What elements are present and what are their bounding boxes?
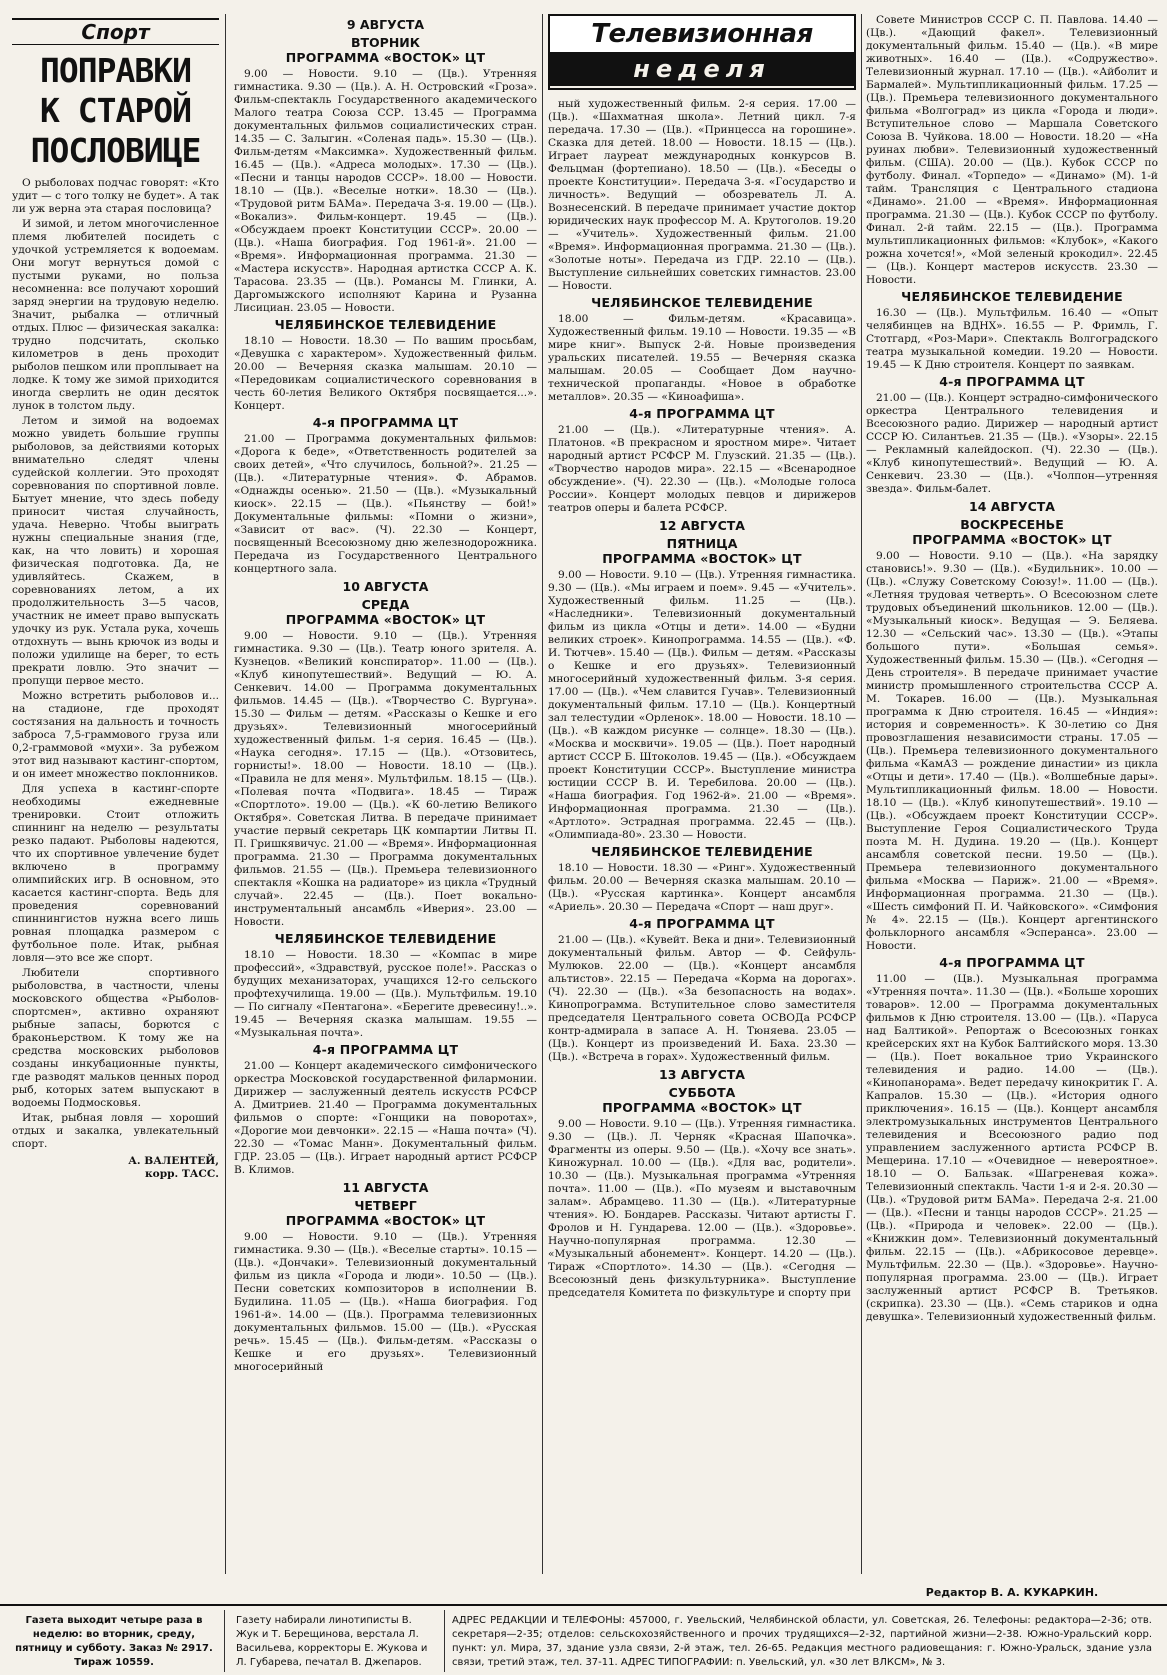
schedule-program-heading: ПРОГРАММА «ВОСТОК» ЦТ [285, 612, 486, 627]
footer-divider [444, 1610, 445, 1672]
schedule-day-heading: 13 АВГУСТА [659, 1067, 745, 1082]
schedule-program-heading: ЧЕЛЯБИНСКОЕ ТЕЛЕВИДЕНИЕ [274, 931, 497, 946]
schedule-day-heading: СРЕДА [361, 597, 410, 612]
schedule-listing: 21.00 — Программа документальных фильмов: «Дорога к беде», «Ответственность родителей за своих детей», «Что случилось, больной?». 21.25 — (Цв.). «Литературные чтения». Ф. Абрамов. «Однажды осенью». 21.50 — (Цв.). «Музыкальный киоск». 22.15 — (Цв.). «Пьянству — бой!» Документальные фильмы: «Помни о жизни», «Зависит от вас». (Ч). 22.30 — Концерт, посвященный Всесоюзному дню железнодорожника. Передача из Государственного Центрального концертного зала. [234, 433, 537, 575]
schedule-listing: 11.00 — (Цв.). Музыкальная программа «Утренняя почта». 11.30 — (Цв.). «Больше хороших товаров». 12.00 — Программа документальных фильмов к Дню строителя. 13.00 — (Цв.). «Паруса над Балтикой». Репортаж о Всесоюзных гонках крейсерских яхт на Кубок Балтийского моря. 13.30 — (Цв.). Поет вокальное трио Украинского телевидения и радио. 14.00 — (Цв.). «Кинопанорама». Ведет передачу кинокритик Г. А. Капралов. 15.30 — (Цв.). «История одного приключения». 16.15 — (Цв.). Концерт ансамбля электромузыкальных инструментов Центрального телевидения и Всесоюзного радио под управлением заслуженного артиста РСФСР В. Мещерина. 17.10 — «Очевидное — невероятное». 18.10 — О. Бальзак. «Шагреневая кожа». Телевизионный спектакль. Части 1-я и 2-я. 20.30 — (Цв.). «Трудовой ритм БАМа». Передача 2-я. 21.00 — (Цв.). «Песни и танцы народов СССР». 21.25 — (Цв.). «Природа и человек». 22.00 — (Цв.). «Книжкин дом». Телевизионный документальный фильм. 22.15 — (Цв.). «Абрикосовое деревце». Мультфильм. 22.30 — (Цв.). «Здоровье». Научно-популярная программа. 23.00 — (Цв.). Играет заслуженный артист РСФСР В. Третьяков. (скрипка). 23.30 — (Цв.). «Семь стариков и одна девушка». Телевизионный художественный фильм. [866, 973, 1158, 1323]
schedule-listing: 21.00 — Концерт академического симфонического оркестра Московской государственной филармонии. Дирижер — заслуженный деятель искусств РСФСР А. Дмитриев. 21.40 — Программа документальных фильмов о спорте: «Гонщики на поворотах», «Дорогие мои девчонки». 22.15 — «Наша почта» (Ч). 22.30 — «Томас Манн». Документальный фильм. ГДР. 23.05 — (Цв.). Играет народный артист РСФСР В. Климов. [234, 1060, 537, 1176]
editor-line: Редактор В. А. КУКАРКИН. [925, 1586, 1099, 1599]
schedule-day-heading: 9 АВГУСТА [346, 17, 425, 32]
article-title [12, 51, 219, 171]
tv-column-3 [866, 14, 1158, 1582]
schedule-program-heading: 4-я ПРОГРАММА ЦТ [629, 406, 775, 421]
section-label: Спорт [12, 18, 219, 45]
schedule-day-heading: 14 АВГУСТА [969, 499, 1055, 514]
editorial-address: АДРЕС РЕДАКЦИИ И ТЕЛЕФОНЫ: 457000, г. Увельский, Челябинской области, ул. Советская, 26. Телефоны: редактора—2-36; отв. секретаря—2-35; отделов: сельскохозяйственного и прочих трудящихся—2-32, партийной жизни—2-38. Южно-Уральский корр. пункт: ул. Мира, 37, здание узла связи, 2-й этаж, тел. 26-65. Редакция местного радиовещания: г. Южно-Уральск, здание узла связи, третий этаж, тел. 37-11. АДРЕС ТИПОГРАФИИ: п. Увельский, ул. «30 лет ВЛКСМ», № 3. [452, 1615, 1152, 1668]
publication-schedule: Газета выходит четыре раза в неделю: во вторник, среду, пятницу и субботу. Заказ № 2917. Тираж 10559. [15, 1615, 213, 1668]
article-paragraph: Любители спортивного рыболовства, в частности, члены московского общества «Рыболов-спортсмен», активно охраняют рыбные запасы, борются с браконьерством. К тому же на средства московских рыболовов созданы инкубационные пункты, где разводят мальков ценных пород рыб, которых затем выпускают в водоемы Подмосковья. [12, 967, 219, 1109]
schedule-program-heading: ЧЕЛЯБИНСКОЕ ТЕЛЕВИДЕНИЕ [274, 317, 497, 332]
tv-column-2 [548, 14, 856, 1582]
column-divider [861, 14, 862, 1574]
author-role: корр. ТАСС. [145, 1168, 219, 1180]
author-signature [12, 1155, 219, 1181]
schedule-listing: 16.30 — (Цв.). Мультфильм. 16.40 — «Опыт челябинцев на ВДНХ». 16.55 — Р. Фримль, Г. Стотгард, «Роз-Мари». Спектакль Волгоградского театра музыкальной комедии. 19.20 — Новости. 19.45 — К Дню строителя. Концерт по заявкам. [866, 307, 1158, 371]
schedule-program-heading: ПРОГРАММА «ВОСТОК» ЦТ [602, 1100, 802, 1115]
column-divider [225, 14, 226, 1574]
article-paragraph: Летом и зимой на водоемах можно увидеть большие группы рыболовов, за действиями которых внимательно следят члены судейской коллегии. Это проходят соревнования по спортивной ловле. Бытует мнение, что здесь победу приносит чистая случайность, удача. Неверно. Чтобы выиграть нужны специальные знания (где, как, на что ловить) и хорошая физическая подготовка. Да, не удивляйтесь. Скажем, в соревнованиях летом, а их продолжительность 3—5 часов, участник не имеет право выпускать удочку из рук. Устала рука, хочешь отдохнуть — вынь крючок из воды и положи удилище на берег, то есть прекрати ловлю. Это значит — пропущи первое место. [12, 415, 219, 687]
schedule-program-heading: ЧЕЛЯБИНСКОЕ ТЕЛЕВИДЕНИЕ [901, 289, 1123, 304]
schedule-day-heading: ЧЕТВЕРГ [354, 1198, 417, 1213]
schedule-listing: 9.00 — Новости. 9.10 — (Цв.). Утренняя гимнастика. 9.30 — (Цв.). «Мы играем и поем». 9.45 — «Учитель». Художественный фильм. 11.25 — (Цв.). «Наследники». Телевизионный документальный фильм из цикла «Отцы и дети». 14.00 — «Будни великих строек». Кинопрограмма. 14.55 — (Цв.). «Ф. И. Тютчев». 15.40 — (Цв.). Фильм — детям. «Рассказы о Кешке и его друзьях». Телевизионный многосерийный художественный фильм. 3-я серия. 17.00 — (Цв.). «Чем славится Гучав». Телевизионный документальный фильм. 17.10 — (Цв.). Концертный зал телестудии «Орленок». 18.00 — Новости. 18.10 — (Цв.). «В каждом рисунке — солнце». 18.30 — (Цв.). «Москва и москвичи». 19.05 — (Цв.). Поет народный артист СССР Б. Штоколов. 19.45 — (Цв.). «Обсуждаем проект Конституции СССР». Выступление министра юстиции СССР В. И. Теребилова. 20.00 — (Цв.). «Наша биография. Год 1962-й». 21.00 — «Время». Информационная программа. 21.30 — (Цв.). «Артлото». Эстрадная программа. 22.45 — (Цв.). «Олимпиада-80». 23.30 — Новости. [548, 569, 856, 841]
schedule-program-heading: ПРОГРАММА «ВОСТОК» ЦТ [912, 532, 1112, 547]
schedule-listing: 21.00 — (Цв.). «Литературные чтения». А. Платонов. «В прекрасном и яростном мире». Читает народный артист РСФСР М. Глузский. 21.35 — (Цв.). «Творчество народов мира». 22.15 — «Всенародное обсуждение». (Ч). 22.30 — (Цв.). «Молодые голоса России». Концерт молодых певцов и дирижеров театров оперы и балета РСФСР. [548, 424, 856, 514]
typesetting-credits: Газету набирали линотиписты В. Жук и Т. Берещинова, верстала Л. Васильева, корректоры Е. Жукова и Л. Губарева, печатал В. Джепаров. [236, 1615, 428, 1668]
tv-column-2-body [548, 98, 856, 1300]
schedule-program-heading: ПРОГРАММА «ВОСТОК» ЦТ [285, 50, 486, 65]
schedule-program-heading: 4-я ПРОГРАММА ЦТ [629, 916, 775, 931]
schedule-day-heading: 12 АВГУСТА [659, 518, 745, 533]
schedule-day-heading: 10 АВГУСТА [342, 579, 429, 594]
schedule-listing: 9.00 — Новости. 9.10 — (Цв.). «На зарядку становись!». 9.30 — (Цв.). «Будильник». 10.00 — (Цв.). «Служу Советскому Союзу!». 11.00 — (Цв.). «Летняя трудовая четверть». О Всесоюзном слете трудовых объединений школьников. 12.00 — (Цв.). «Музыкальный киоск». Ведущая — Э. Беляева. 12.30 — «Сельский час». 13.30 — (Цв.). «Этапы большого пути». «Большая семья». Художественный фильм. 15.30 — (Цв.). «Сегодня — День строителя». В передаче принимает участие министр промышленного строительства СССР А. М. Токарев. 16.00 — (Цв.). Музыкальная программа к Дню строителя. 16.45 — «Индия»: история и современность». К 30-летию со Дня провозглашения независимости страны. 17.05 — (Цв.). Премьера телевизионного документального фильма «КамАЗ — рождение династии» из цикла «Отцы и дети». 17.40 — (Цв.). «Волшебные дары». Мультипликационный фильм. 18.00 — Новости. 18.10 — (Цв.). «Клуб кинопутешествий». 19.10 — (Цв.). «Обсуждаем проект Конституции СССР». Выступление Героя Социалистического Труда поэта М. Н. Дудина. 19.20 — (Цв.). Концерт ансамбля советской песни. 19.50 — (Цв.). Премьера телевизионного документального фильма «Москва — Париж». 21.00 — «Время». Информационная программа. 21.30 — (Цв.). «Шесть симфоний П. И. Чайковского». «Симфония № 4». 22.15 — (Цв.). Концерт аргентинского фольклорного ансамбля «Эсперанса». 23.00 — Новости. [866, 550, 1158, 952]
article-paragraph: О рыболовах подчас говорят: «Кто удит — с того толку не будет». А так ли уж верна эта старая пословица? [12, 177, 219, 215]
article-paragraph: Для успеха в кастинг-спорте необходимы ежедневные тренировки. Стоит отложить спиннинг на неделю — результаты резко падают. Рыболовы надеются, что их спортивное увлечение будет включено в программу олимпийских игр. В основном, это касается кастинг-спорта. Ведь для проведения соревнований спиннингистов нужна всего лишь ровная площадка размером с футбольное поле. Итак, рыбная ловля—это все же спорт. [12, 783, 219, 964]
schedule-day-heading: ВТОРНИК [351, 35, 420, 50]
schedule-program-heading: ЧЕЛЯБИНСКОЕ ТЕЛЕВИДЕНИЕ [591, 295, 813, 310]
schedule-program-heading: 4-я ПРОГРАММА ЦТ [939, 374, 1085, 389]
schedule-listing: ный художественный фильм. 2-я серия. 17.00 — (Цв.). «Шахматная школа». Летний цикл. 7-я передача. 17.30 — (Цв.). «Принцесса на горошине». Сказка для детей. 18.00 — Новости. 18.15 — (Цв.). Играет лауреат международных конкурсов В. Фельцман (фортепиано). 18.50 — (Цв.). «Беседы о проекте Конституции». Передача 3-я. «Государство и личность». Ведущий — обозреватель Л. А. Вознесенский. В передаче принимает участие доктор юридических наук профессор М. А. Крутоголов. 19.20 — «Учитель». Художественный фильм. 21.00 «Время». Информационная программа. 21.30 — (Цв.). «Золотые ноты». Передача из ГДР. 22.10 — (Цв.). Выступление сильнейших советских гимнастов. 23.00 — Новости. [548, 98, 856, 292]
schedule-day-heading: 11 АВГУСТА [342, 1180, 429, 1195]
sport-article [12, 14, 219, 1582]
schedule-program-heading: 4-я ПРОГРАММА ЦТ [312, 415, 459, 430]
masthead-subtitle: неделя [550, 52, 854, 86]
tv-column-1 [234, 14, 537, 1582]
schedule-listing: 18.00 — Фильм-детям. «Красавица». Художественный фильм. 19.10 — Новости. 19.35 — «В мире книг». Выпуск 2-й. Новые произведения уральских писателей. 19.55 — Вечерняя сказка малышам. 20.05 — Сообщает Дом научно-технической пропаганды. «Новое в обработке металлов». 20.35 — «Киноафиша». [548, 313, 856, 403]
schedule-program-heading: ЧЕЛЯБИНСКОЕ ТЕЛЕВИДЕНИЕ [591, 844, 813, 859]
schedule-listing: 18.10 — Новости. 18.30 — «Ринг». Художественный фильм. 20.00 — Вечерняя сказка малышам. 20.10 — (Цв.). «Русская картинка». Концерт ансамбля «Ариель». 20.30 — Передача «Спорт — наш друг». [548, 862, 856, 913]
schedule-listing: 18.10 — Новости. 18.30 — «Компас в мире профессий», «Здравствуй, русское поле!». Рассказ о будущих механизаторах, учащихся 12-го сельского профтехучилища. 19.00 — (Цв.). Мультфильм. 19.10 — По сигналу «Пентагона». «Берегите древесину!..». 19.45 — Вечерняя сказка малышам. 19.55 — «Музыкальная почта». [234, 949, 537, 1039]
article-paragraph: Итак, рыбная ловля — хороший отдых и закалка, увлекательный спорт. [12, 1112, 219, 1150]
author-name: А. ВАЛЕНТЕЙ, [128, 1155, 219, 1167]
schedule-listing: 21.00 — (Цв.). «Кувейт. Века и дни». Телевизионный документальный фильм. Автор — Ф. Сейфуль-Мулюков. 22.00 — (Цв.). «Концерт ансамбля альтистов». 22.15 — Передача «Корма на дорогах». (Ч). 22.30 — (Цв.). «За безопасность на водах». Кинопрограмма. Вступительное слово заместителя председателя Центрального совета ОСВОДа РСФСР контр-адмирала в запасе А. Н. Тюняева. 23.05 — (Цв.). Концерт из произведений И. Баха. 23.30 — (Цв.). «Встреча в горах». Художественный фильм. [548, 934, 856, 1063]
schedule-listing: 9.00 — Новости. 9.10 — (Цв.). Утренняя гимнастика. 9.30 — (Цв.). Театр юного зрителя. А. Кузнецов. «Великий конспиратор». 11.00 — (Цв.). «Клуб кинопутешествий». Ведущий — Ю. А. Сенкевич. 14.00 — Программа документальных фильмов. 14.45 — (Цв.). «Творчество С. Вургуна». 15.30 — Фильм — детям. «Рассказы о Кешке и его друзьях». Телевизионный многосерийный художественный фильм. 1-я серия. 16.45 — (Цв.). «Наука сегодня». 17.15 — (Цв.). «Отзовитесь, горнисты!». 18.00 — Новости. 18.10 — (Цв.). «Правила не для меня». Мультфильм. 18.15 — (Цв.). «Полевая почта «Подвига». 18.45 — Тираж «Спортлото». 19.00 — (Цв.). «К 60-летию Великого Октября». Советская Литва. В передаче принимает участие первый секретарь ЦК компартии Литвы П. П. Гришкявичус. 21.00 — «Время». Информационная программа. 21.30 — Программа документальных фильмов. 21.55 — (Цв.). Премьера телевизионного спектакля «Кошка на радиаторе» из цикла «Трудный случай». 22.45 — (Цв.). Поет вокально-инструментальный ансамбль «Иверия». 23.00 — Новости. [234, 630, 537, 928]
footer [0, 1604, 1167, 1675]
schedule-day-heading: ВОСКРЕСЕНЬЕ [960, 517, 1064, 532]
masthead-title: Телевизионная [550, 16, 854, 52]
schedule-day-heading: СУББОТА [668, 1085, 736, 1100]
title-line: ПОПРАВКИ [40, 51, 191, 90]
schedule-listing: 18.10 — Новости. 18.30 — По вашим просьбам, «Девушка с характером». Художественный фильм. 20.00 — Вечерняя сказка малышам. 20.10 — «Передовикам социалистического соревнования в честь 60-летия Великого Октября посвящается...». Концерт. [234, 335, 537, 412]
schedule-program-heading: 4-я ПРОГРАММА ЦТ [939, 955, 1085, 970]
schedule-day-heading: ПЯТНИЦА [666, 536, 738, 551]
schedule-listing: Совете Министров СССР С. П. Павлова. 14.40 — (Цв.). «Дающий факел». Телевизионный документальный фильм. 15.40 — (Цв.). «В мире животных». 16.40 — (Цв.). «Содружество». Телевизионный журнал. 17.10 — (Цв.). «Айболит и Бармалей». Мультипликационный фильм. 17.25 — (Цв.). Премьера телевизионного документального фильма «Волгоград» из цикла «Города и люди». Вступительное слово — Маршала Советского Союза В. Чуйкова. 18.00 — Новости. 18.20 — «На руинах любви». Телевизионный художественный фильм. (США). 20.00 — (Цв.). Кубок СССР по футболу. Финал. «Торпедо» — «Динамо» (М). 1-й тайм. Трансляция с Центрального стадиона «Динамо». 21.00 — «Время». Информационная программа. 21.30 — (Цв.). Кубок СССР по футболу. Финал. 2-й тайм. 22.15 — (Цв.). Программа мультипликационных фильмов: «Клубок», «Какого рожна хочется!», «Мой зеленый крокодил». 22.45 — (Цв.). Концерт мастеров искусств. 23.30 — Новости. [866, 14, 1158, 286]
schedule-program-heading: ПРОГРАММА «ВОСТОК» ЦТ [285, 1213, 486, 1228]
article-paragraph: И зимой, и летом многочисленное племя любителей посидеть с удочкой устремляется к водоемам. Они могут вернуться домой с пустыми руками, но польза несомненна: все получают хороший заряд энергии на трудовую неделю. Значит, рыбалка — отличный отдых. Плюс — физическая закалка: трудно подсчитать, сколько километров в день проходит рыболов пешком или проплывает на лодке. К тому же зимой приходится иногда сверлить не один десяток лунок в толстом льду. [12, 218, 219, 412]
tv-week-masthead [548, 14, 856, 90]
footer-divider [224, 1610, 225, 1672]
article-paragraph: Можно встретить рыболовов и... на стадионе, где проходят состязания на дальность и точность заброса 7,5-граммового груза или 0,2-граммовой «мухи». За рубежом этот вид называют кастинг-спортом, и он имеет множество поклонников. [12, 690, 219, 780]
schedule-listing: 9.00 — Новости. 9.10 — (Цв.). Утренняя гимнастика. 9.30 — (Цв.). А. Н. Островский «Гроза». Фильм-спектакль Государственного академического Малого театра Союза ССР. 13.45 — Программа документальных фильмов социалистических стран. 14.35 — С. Залыгин. «Соленая падь». 15.30 — (Цв.). Фильм-детям «Максимка». Художественный фильм. 16.45 — (Цв.). «Адреса молодых». 17.30 — (Цв.). «Песни и танцы народов СССР». 18.00 — Новости. 18.10 — (Цв.). «Веселые нотки». 18.30 — (Цв.). «Трудовой ритм БАМа». Передача 3-я. 19.00 — (Цв.). «Вокализ». Фильм-концерт. 19.45 — (Цв.). «Обсуждаем проект Конституции СССР». 20.00 — (Цв.). «Наша биография. Год 1961-й». 21.00 — «Время». Информационная программа. 21.30 — «Мастера искусств». Народная артистка СССР А. К. Тарасова. 23.35 — (Цв.). Романсы М. Глинки, А. Даргомыжского исполняют Карина и Рузанна Лисициан. 23.05 — Новости. [234, 68, 537, 314]
schedule-listing: 9.00 — Новости. 9.10 — (Цв.). Утренняя гимнастика. 9.30 — (Цв.). Л. Черняк «Красная Шапочка». Фрагменты из оперы. 9.50 — (Цв.). «Хочу все знать». Киножурнал. 10.00 — (Цв.). «Для вас, родители». 10.30 — (Цв.). Музыкальная программа «Утренняя почта». 11.00 — (Цв.). «По музеям и выставочным залам». Абрамцево. 11.30 — (Цв.). «Литературные чтения». Ю. Бондарев. Рассказы. Читают артисты Г. Фролов и Н. Гундарева. 12.00 — (Цв.). «Здоровье». Научно-популярная программа. 12.30 — «Музыкальный абонемент». Концерт. 14.20 — (Цв.). Тираж «Спортлото». 14.30 — (Цв.). «Сегодня — Всесоюзный день физкультурника». Выступление председателя Комитета по физкультуре и спорту при [548, 1118, 856, 1299]
schedule-listing: 21.00 — (Цв.). Концерт эстрадно-симфонического оркестра Центрального телевидения и Всесоюзного радио. Дирижер — народный артист СССР Ю. Силантьев. 21.35 — (Цв.). «Узоры». 22.15 — Рекламный калейдоскоп. (Ч). 22.30 — (Цв.). «Клуб кинопутешествий». Ведущий — Ю. А. Сенкевич. 23.30 — (Цв.). «Чолпон—утренняя звезда». Фильм-балет. [866, 392, 1158, 495]
title-line: ПОСЛОВИЦЕ [30, 131, 201, 170]
title-line: К СТАРОЙ [40, 91, 191, 130]
schedule-listing: 9.00 — Новости. 9.10 — (Цв.). Утренняя гимнастика. 9.30 — (Цв.). «Веселые старты». 10.15 — (Цв.). «Дончаки». Телевизионный документальный фильм из цикла «Города и люди». 10.50 — (Цв.). Песни советских композиторов в исполнении В. Будилина. 11.05 — (Цв.). «Наша биография. Год 1961-й». 14.00 — (Цв.). Программа телевизионных документальных фильмов. 15.00 — (Цв.). «Русская речь». 15.45 — (Цв.). Фильм-детям. «Рассказы о Кешке и его друзьях». Телевизионный многосерийный [234, 1231, 537, 1373]
schedule-program-heading: 4-я ПРОГРАММА ЦТ [312, 1042, 459, 1057]
schedule-program-heading: ПРОГРАММА «ВОСТОК» ЦТ [602, 551, 802, 566]
column-divider [542, 14, 543, 1574]
